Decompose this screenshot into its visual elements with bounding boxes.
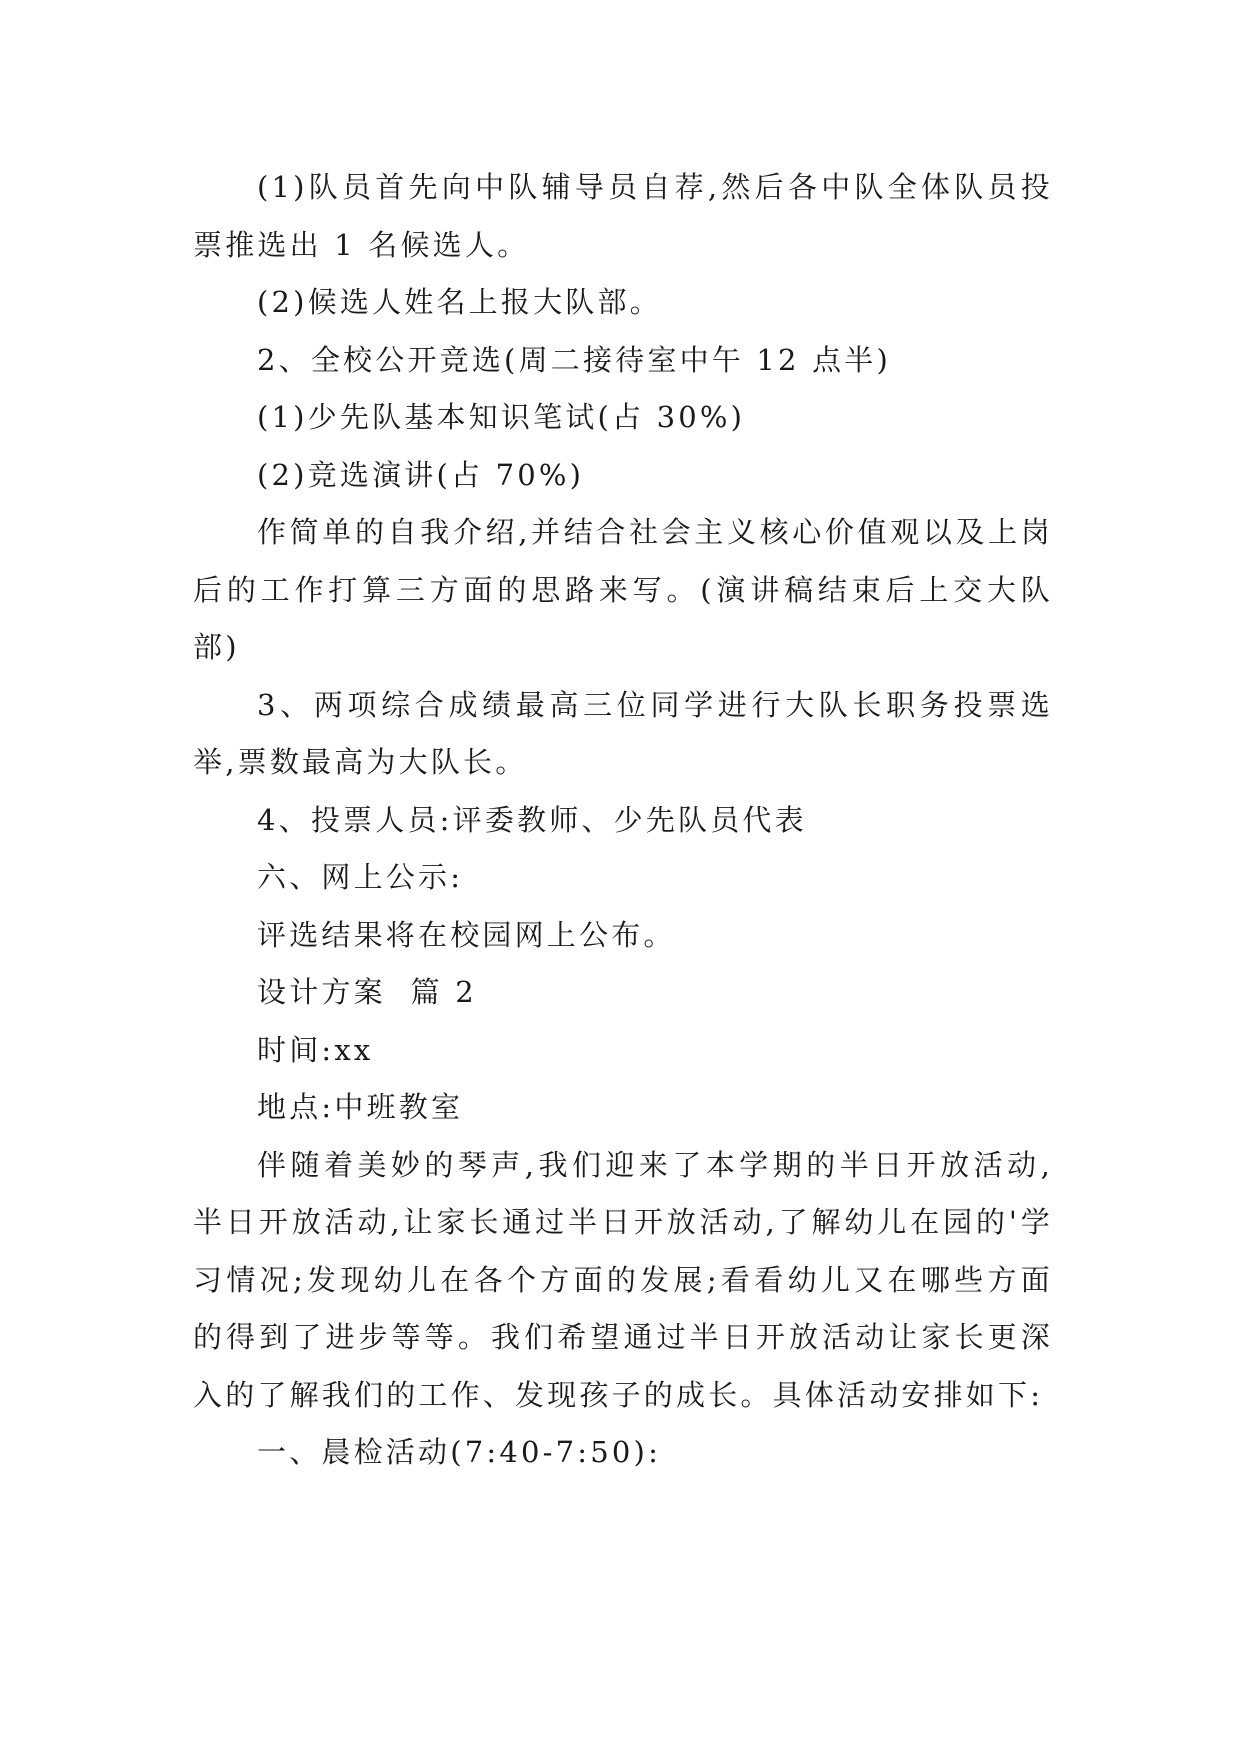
paragraph: (2)竞选演讲(占 70%) (257, 457, 585, 492)
document-body (193, 159, 1053, 1482)
paragraph: 4、投票人员:评委教师、少先队员代表 (257, 802, 807, 837)
paragraph: 伴随着美妙的琴声,我们迎来了本学期的半日开放活动,半日开放活动,让家长通过半日开放活动,了解幼儿在园的'学习情况;发现幼儿在各个方面的发展;看看幼儿又在哪些方面的得到了进步等等。我们希望通过半日开放活动让家长更深入的了解我们的工作、发现孩子的成长。具体活动安排如下: (193, 1147, 1053, 1412)
paragraph: 2、全校公开竞选(周二接待室中午 12 点半) (257, 342, 892, 377)
section-heading: 一、晨检活动(7:40-7:50): (257, 1435, 662, 1469)
paragraph: (2)候选人姓名上报大队部。 (257, 285, 662, 319)
paragraph: 评选结果将在校园网上公布。 (257, 917, 676, 952)
time-line: 时间:xx (257, 1032, 374, 1067)
location-line: 地点:中班教室 (257, 1090, 464, 1124)
paragraph: (1)队员首先向中队辅导员自荐,然后各中队全体队员投票推选出 1 名候选人。 (193, 170, 1053, 262)
paragraph: 3、两项综合成绩最高三位同学进行大队长职务投票选举,票数最高为大队长。 (193, 687, 1053, 779)
section-heading: 六、网上公示: (257, 860, 464, 894)
paragraph: 作简单的自我介绍,并结合社会主义核心价值观以及上岗后的工作打算三方面的思路来写。(演讲稿结束后上交大队部) (193, 515, 1053, 664)
paragraph: (1)少先队基本知识笔试(占 30%) (257, 400, 746, 434)
section-title: 设计方案 篇 2 (257, 975, 477, 1009)
